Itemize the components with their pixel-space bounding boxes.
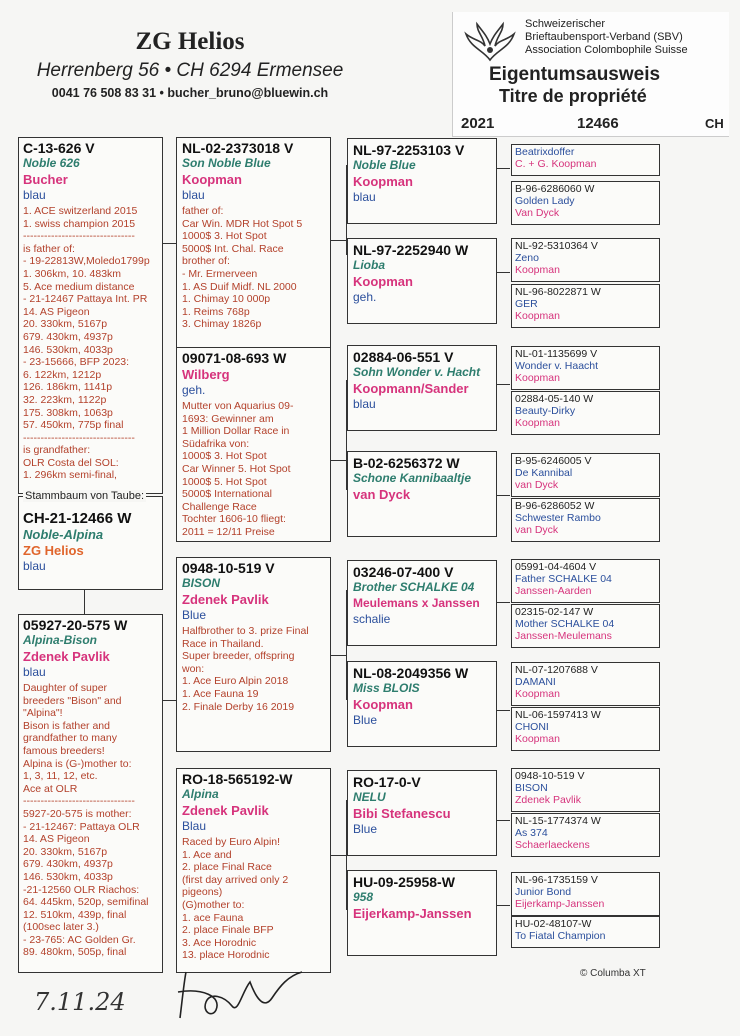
pigeon-color: blau (23, 559, 46, 573)
dove-logo-icon (463, 20, 517, 68)
breeder-name: Zdenek Pavlik (182, 803, 269, 818)
ring-number: HU-02-48107-W (515, 918, 592, 930)
breeder-name: Koopman (515, 733, 560, 745)
pigeon-name: GER (515, 298, 538, 310)
pigeon-name: Noble Blue (353, 158, 416, 172)
ring-number: 0948-10-519 V (182, 560, 275, 576)
ring-number: B-96-6286052 W (515, 500, 595, 512)
breeder-name: ZG Helios (23, 543, 84, 558)
ring-number: NL-96-8022871 W (515, 286, 601, 298)
pigeon-color: Blau (182, 819, 207, 833)
description: Daughter of super breeders "Bison" and "Alpina"! Bison is father and grandfather to many famous breeders! Alpina is (G-)mother to: 1, 3, 11, 12, etc. Ace at OLR -------------------------------- 5927-20-575 is mother: - 21-12467: Pattaya OLR 14. AS Pigeon 20. 330km, 5167p 679. 430km, 4937p 146. 530km, 4033p -21-12560 OLR Riachos: 64. 445km, 520p, semifinal 12. 510km, 439p, final (100sec later 3.) - 23-765: AC Golden Gr. 89. 480km, 505p, final (23, 682, 149, 959)
description: Halfbrother to 3. prize Final Race in Thailand. Super breeder, offspring won: 1. Ace Euro Alpin 2018 1. Ace Fauna 19 2. Finale Derby 16 2019 (182, 625, 309, 713)
certificate-title: Eigentumsausweis (489, 64, 661, 85)
ring-number: 03246-07-400 V (353, 564, 454, 580)
pigeon-name: Noble-Alpina (23, 527, 104, 542)
pigeon-name: De Kannibal (515, 467, 573, 479)
header (20, 28, 360, 100)
pigeon-name: To Fiatal Champion (515, 930, 606, 942)
ring-number: NL-97-2253103 V (353, 142, 465, 158)
ancestor-card[interactable] (511, 604, 660, 648)
contact: 0041 76 508 83 31 • bucher_bruno@bluewin.ch (51, 86, 329, 100)
great-grandparent-card[interactable] (347, 870, 497, 956)
grandparent-card[interactable] (176, 137, 331, 357)
pigeon-color: Blue (182, 608, 207, 622)
pigeon-color: geh. (182, 383, 206, 397)
ancestor-card[interactable] (511, 144, 660, 176)
dam-card[interactable] (18, 614, 163, 973)
pigeon-name: Schwester Rambo (515, 512, 601, 524)
ancestor-card[interactable] (511, 498, 660, 542)
description: Raced by Euro Alpin! 1. Ace and 2. place Final Race (first day arrived only 2 pigeons) (G)mother to: 1. ace Fauna 2. place Finale BFP 3. Ace Horodnic 13. place Horodnic (182, 836, 289, 962)
great-grandparent-card[interactable] (347, 451, 497, 537)
pigeon-name: Father SCHALKE 04 (515, 573, 612, 585)
ancestor-card[interactable] (511, 391, 660, 435)
breeder-name: Koopman (182, 172, 242, 187)
org-line-2: Brieftaubensport-Verband (SBV) (525, 31, 683, 43)
great-grandparent-card[interactable] (347, 661, 497, 747)
pigeon-name: Noble 626 (23, 156, 80, 170)
breeder-name: Schaerlaeckens (515, 839, 590, 851)
pigeon-color: schalie (353, 612, 391, 626)
pigeon-color: blau (23, 665, 46, 679)
ancestor-card[interactable] (511, 872, 660, 916)
pigeon-name: Golden Lady (515, 195, 575, 207)
breeder-name: Meulemans x Janssen (353, 596, 480, 610)
ring-number: NL-02-2373018 V (182, 140, 294, 156)
pigeon-color: Blue (353, 822, 378, 836)
description: 1. ACE switzerland 2015 1. swiss champion 2015 -------------------------------- is father of: - 19-22813W,Moledo1799p 1. 306km, 10. 483km 5. Ace medium distance - 21-12467 Pattaya Int. PR 14. AS Pigeon 20. 330km, 5167p 679. 430km, 4937p 146. 530km, 4033p - 23-15666, BFP 2023: 6. 122km, 1212p 126. 186km, 1141p 32. 223km, 1122p 175. 308km, 1063p 57. 450km, 775p final -------------------------------- is grandfather: OLR Costa del SOL: 1. 296km semi-final, (23, 205, 150, 482)
breeder-name: Koopman (353, 274, 413, 289)
pigeon-name: Alpina-Bison (23, 633, 97, 647)
ring-number: 09071-08-693 W (182, 350, 287, 366)
great-grandparent-card[interactable] (347, 138, 497, 224)
breeder-name: Koopman (515, 372, 560, 384)
breeder-name: van Dyck (515, 524, 559, 536)
ancestor-card[interactable] (511, 559, 660, 603)
great-grandparent-card[interactable] (347, 238, 497, 324)
ancestor-card[interactable] (511, 768, 660, 812)
ring-number: NL-96-1735159 V (515, 874, 598, 886)
description: Mutter von Aquarius 09- 1693: Gewinner am 1 Million Dollar Race in Südafrika von: 1000$ 3. Hot Spot Car Winner 5. Hot Spot 1000$ 5. Hot Spot 5000$ International Challenge Race Tochter 1606-10 fliegt: 2011 = 12/11 Preise (182, 400, 294, 538)
ring-number: RO-17-0-V (353, 774, 421, 790)
pigeon-name: Son Noble Blue (182, 156, 271, 170)
great-grandparent-card[interactable] (347, 560, 497, 646)
address: Herrenberg 56 • CH 6294 Ermensee (36, 60, 344, 81)
description: father of: Car Win. MDR Hot Spot 5 1000$ 3. Hot Spot 5000$ Int. Chal. Race brother of: - Mr. Ermerveen 1. AS Duif Midf. NL 2000 1. Chimay 10 000p 1. Reims 768p 3. Chimay 1826p (182, 205, 303, 331)
certificate-country: CH (705, 116, 724, 131)
pigeon-name: Wonder v. Haacht (515, 360, 599, 372)
breeder-name: Bibi Stefanescu (353, 806, 451, 821)
breeder-name: Wilberg (182, 367, 230, 382)
certificate-number: 12466 (577, 115, 619, 132)
org-line-3: Association Colombophile Suisse (525, 44, 688, 56)
handwritten-date: 7.11.24 (34, 988, 126, 1016)
breeder-name: Zdenek Pavlik (23, 649, 110, 664)
breeder-name: Eijerkamp-Janssen (353, 906, 472, 921)
ring-number: NL-01-1135699 V (515, 348, 598, 360)
certificate-year: 2021 (461, 115, 495, 132)
breeder-name: Koopman (353, 697, 413, 712)
breeder-name: Van Dyck (515, 207, 560, 219)
ancestor-card[interactable] (511, 453, 660, 497)
ancestor-card[interactable] (511, 662, 660, 706)
ring-number: NL-08-2049356 W (353, 665, 469, 681)
ring-number: RO-18-565192-W (182, 771, 293, 787)
pigeon-name: CHONI (515, 721, 549, 733)
breeder-name: Koopman (515, 310, 560, 322)
ancestor-card[interactable] (511, 284, 660, 328)
breeder-name: Koopmann/Sander (353, 381, 469, 396)
pigeon-name: DAMANI (515, 676, 556, 688)
ring-number: 02884-05-140 W (515, 393, 594, 405)
pigeon-color: geh. (353, 290, 377, 304)
ring-number: B-02-6256372 W (353, 455, 460, 471)
breeder-name: van Dyck (515, 479, 559, 491)
pigeon-color: blau (23, 188, 46, 202)
ancestor-card[interactable] (511, 707, 660, 751)
ownership-certificate (452, 12, 729, 137)
ring-number: 05991-04-4604 V (515, 561, 597, 573)
breeder-name: Zdenek Pavlik (515, 794, 581, 806)
breeder-name: Koopman (353, 174, 413, 189)
ancestor-card[interactable] (511, 346, 660, 390)
grandparent-card[interactable] (176, 768, 331, 973)
ring-number: B-95-6246005 V (515, 455, 592, 467)
pigeon-name: Lioba (353, 258, 385, 272)
breeder-name: C. + G. Koopman (515, 158, 597, 170)
ancestor-card[interactable] (511, 916, 660, 948)
pigeon-name: 958 (353, 890, 374, 904)
pigeon-name: Miss BLOIS (353, 681, 420, 695)
pigeon-name: Beatrixdoffer (515, 146, 575, 158)
breeder-name: Bucher (23, 172, 68, 187)
ring-number: C-13-626 V (23, 140, 95, 156)
pigeon-name: Schone Kannibaaltje (353, 471, 472, 485)
pigeon-name: As 374 (515, 827, 548, 839)
pigeon-color: blau (182, 188, 205, 202)
ancestor-card[interactable] (511, 238, 660, 282)
ring-number: B-96-6286060 W (515, 183, 595, 195)
ring-number: CH-21-12466 W (23, 510, 132, 527)
breeder-name: van Dyck (353, 487, 411, 502)
ring-number: NL-15-1774374 W (515, 815, 601, 827)
ring-number: HU-09-25958-W (353, 874, 455, 890)
pigeon-name: Mother SCHALKE 04 (515, 618, 615, 630)
pigeon-name: Brother SCHALKE 04 (353, 580, 475, 594)
pigeon-name: Beauty-Dirky (515, 405, 576, 417)
copyright: © Columba XT (580, 968, 646, 979)
great-grandparent-card[interactable] (347, 770, 497, 856)
pigeon-color: blau (353, 190, 376, 204)
page-title: ZG Helios (135, 28, 245, 55)
breeder-name: Eijerkamp-Janssen (515, 898, 605, 910)
great-grandparent-card[interactable] (347, 345, 497, 431)
ring-number: NL-06-1597413 W (515, 709, 601, 721)
ancestor-card[interactable] (511, 181, 660, 225)
pigeon-name: Sohn Wonder v. Hacht (353, 365, 481, 379)
ring-number: 02884-06-551 V (353, 349, 454, 365)
pigeon-name: Zeno (515, 252, 539, 264)
ring-number: NL-92-5310364 V (515, 240, 598, 252)
breeder-name: Koopman (515, 264, 560, 276)
subject-card[interactable] (18, 490, 163, 590)
ring-number: NL-07-1207688 V (515, 664, 598, 676)
pigeon-color: blau (353, 397, 376, 411)
org-line-1: Schweizerischer (525, 18, 606, 30)
pigeon-name: BISON (515, 782, 548, 794)
breeder-name: Koopman (515, 417, 560, 429)
grandparent-card[interactable] (176, 347, 331, 542)
pigeon-name: BISON (182, 576, 221, 590)
pigeon-name: Junior Bond (515, 886, 572, 898)
pedigree-label: Stammbaum von Taube: (25, 490, 145, 502)
ring-number: 02315-02-147 W (515, 606, 594, 618)
ring-number: 05927-20-575 W (23, 617, 128, 633)
pigeon-name: NELU (353, 790, 386, 804)
grandparent-card[interactable] (176, 557, 331, 752)
ring-number: NL-97-2252940 W (353, 242, 469, 258)
ring-number: 0948-10-519 V (515, 770, 585, 782)
breeder-name: Koopman (515, 688, 560, 700)
signature-icon (172, 962, 332, 1022)
breeder-name: Janssen-Meulemans (515, 630, 612, 642)
pigeon-color: Blue (353, 713, 378, 727)
ancestor-card[interactable] (511, 813, 660, 857)
breeder-name: Janssen-Aarden (515, 585, 592, 597)
certificate-subtitle: Titre de propriété (499, 86, 647, 106)
sire-card[interactable] (18, 137, 163, 494)
breeder-name: Zdenek Pavlik (182, 592, 269, 607)
pigeon-name: Alpina (182, 787, 219, 801)
